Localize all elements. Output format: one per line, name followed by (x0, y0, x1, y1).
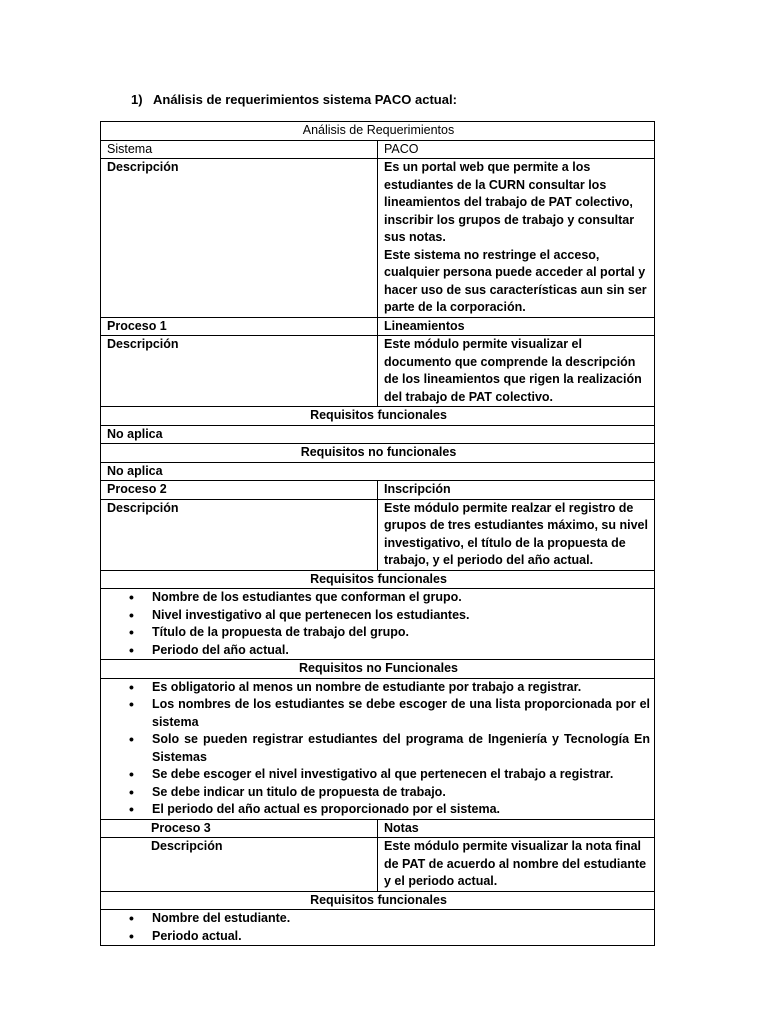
table-title-row (101, 122, 655, 141)
table-row (101, 159, 655, 318)
proceso3-name: Notas (378, 819, 655, 838)
section-number: 1) (131, 92, 143, 107)
table-row (101, 910, 655, 946)
section-heading (131, 92, 457, 107)
descripcion-paragraph-2: Este sistema no restringe el acceso, cualquier persona puede acceder al portal y hacer uso de sus características aun sin ser parte de la corporación. (384, 247, 647, 314)
requirements-table (100, 121, 655, 946)
table-row (101, 462, 655, 481)
table-row (101, 444, 655, 463)
proceso1-rnf-title: Requisitos no funcionales (101, 444, 655, 463)
proceso3-desc-label: Descripción (101, 838, 378, 892)
list-item: • El periodo del año actual es proporcionado por el sistema. (107, 801, 650, 819)
table-row (101, 838, 655, 892)
proceso3-rf-cell (101, 910, 655, 946)
table-row (101, 589, 655, 660)
list-item: • Nombre de los estudiantes que conforman el grupo. (107, 589, 650, 607)
proceso3-label: Proceso 3 (101, 819, 378, 838)
descripcion-label: Descripción (101, 159, 378, 318)
proceso2-name: Inscripción (378, 481, 655, 500)
table-row (101, 891, 655, 910)
descripcion-paragraph-1: Es un portal web que permite a los estudiantes de la CURN consultar los lineamientos del trabajo de PAT colectivo, inscribir los grupos de trabajo y consultar sus notas. (384, 160, 635, 244)
proceso1-name: Lineamientos (378, 317, 655, 336)
table-row (101, 570, 655, 589)
proceso2-rnf-title: Requisitos no Funcionales (101, 660, 655, 679)
table-row (101, 317, 655, 336)
list-item: • Los nombres de los estudiantes se debe escoger de una lista proporcionada por el sistema (107, 696, 650, 731)
list-item: • Solo se pueden registrar estudiantes del programa de Ingeniería y Tecnología En Sistemas (107, 731, 650, 766)
descripcion-value (378, 159, 655, 318)
proceso3-rf-list (107, 910, 650, 945)
proceso2-rf-cell (101, 589, 655, 660)
list-item: • Se debe escoger el nivel investigativo al que pertenecen el trabajo a registrar. (107, 766, 650, 784)
table-row (101, 425, 655, 444)
proceso3-rf-title: Requisitos funcionales (101, 891, 655, 910)
table-title: Análisis de Requerimientos (101, 122, 655, 141)
proceso3-desc: Este módulo permite visualizar la nota final de PAT de acuerdo al nombre del estudiante y el periodo actual. (378, 838, 655, 892)
proceso2-label: Proceso 2 (101, 481, 378, 500)
list-item: • Título de la propuesta de trabajo del grupo. (107, 624, 650, 642)
table-row (101, 819, 655, 838)
proceso2-rf-list (107, 589, 650, 659)
list-item: • Periodo del año actual. (107, 642, 650, 660)
list-item: • Nivel investigativo al que pertenecen los estudiantes. (107, 607, 650, 625)
proceso1-label: Proceso 1 (101, 317, 378, 336)
proceso1-desc-label: Descripción (101, 336, 378, 407)
proceso2-rnf-list (107, 679, 650, 819)
proceso2-rnf-cell (101, 678, 655, 819)
sistema-value: PACO (378, 140, 655, 159)
list-item: • Nombre del estudiante. (107, 910, 650, 928)
proceso1-rf-title: Requisitos funcionales (101, 407, 655, 426)
proceso2-desc: Este módulo permite realzar el registro de grupos de tres estudiantes máximo, su nivel investigativo, el título de la propuesta de trabajo, y el periodo del año actual. (378, 499, 655, 570)
table-row (101, 499, 655, 570)
proceso1-rnf-value: No aplica (101, 462, 655, 481)
list-item: • Periodo actual. (107, 928, 650, 946)
list-item: • Es obligatorio al menos un nombre de estudiante por trabajo a registrar. (107, 679, 650, 697)
list-item: • Se debe indicar un titulo de propuesta de trabajo. (107, 784, 650, 802)
proceso2-rf-title: Requisitos funcionales (101, 570, 655, 589)
proceso1-rf-value: No aplica (101, 425, 655, 444)
table-row (101, 660, 655, 679)
table-row (101, 678, 655, 819)
table-row (101, 481, 655, 500)
table-row (101, 407, 655, 426)
table-row (101, 140, 655, 159)
sistema-label: Sistema (101, 140, 378, 159)
section-title: Análisis de requerimientos sistema PACO actual: (153, 92, 457, 107)
proceso1-desc: Este módulo permite visualizar el documento que comprende la descripción de los lineamientos que rigen la realización del trabajo de PAT colectivo. (378, 336, 655, 407)
proceso2-desc-label: Descripción (101, 499, 378, 570)
table-row (101, 336, 655, 407)
